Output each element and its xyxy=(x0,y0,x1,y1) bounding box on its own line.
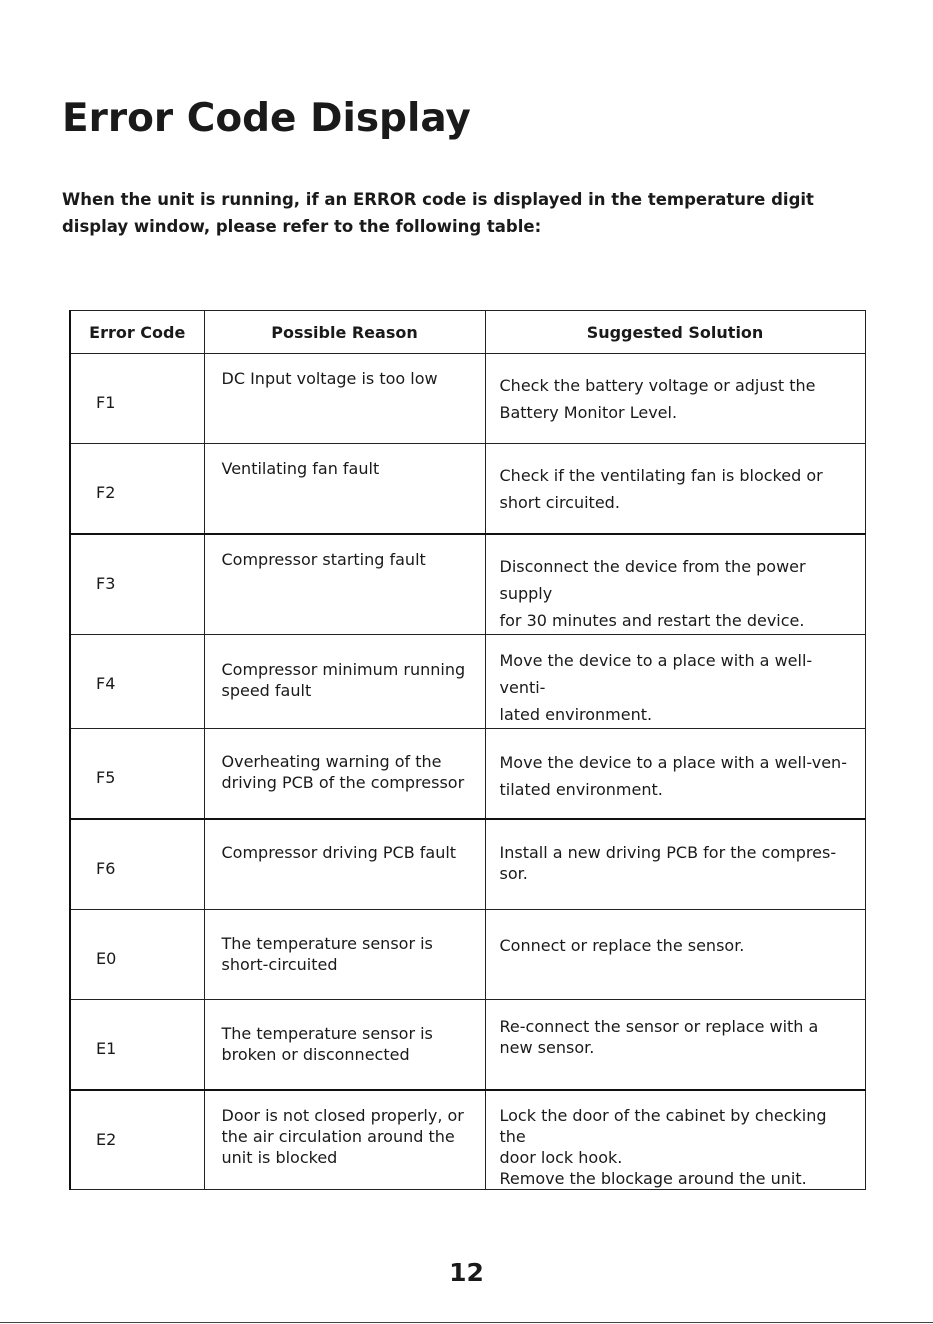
error-code: E0 xyxy=(96,949,117,968)
table-row xyxy=(70,354,865,444)
table-row xyxy=(70,534,865,635)
table-row xyxy=(70,444,865,535)
error-code: F4 xyxy=(96,674,116,693)
suggested-solution: Lock the door of the cabinet by checking the door lock hook. Remove the blockage around the unit. xyxy=(499,1106,827,1188)
possible-reason: The temperature sensor is short-circuited xyxy=(221,934,433,974)
possible-reason: Compressor driving PCB fault xyxy=(221,843,457,862)
suggested-solution: Re-connect the sensor or replace with a new sensor. xyxy=(499,1017,819,1057)
suggested-solution: Disconnect the device from the power supply for 30 minutes and restart the device. xyxy=(499,557,806,630)
error-code: F6 xyxy=(96,859,116,878)
error-code-table xyxy=(69,310,866,1190)
bottom-divider xyxy=(0,1322,933,1323)
possible-reason: DC Input voltage is too low xyxy=(221,369,438,388)
table-row xyxy=(70,1000,865,1091)
suggested-solution: Install a new driving PCB for the compres- sor. xyxy=(499,843,837,883)
error-code: F2 xyxy=(96,483,116,502)
error-code: F5 xyxy=(96,768,116,787)
page-title: Error Code Display xyxy=(62,96,471,141)
table-row xyxy=(70,635,865,729)
suggested-solution: Move the device to a place with a well-venti- lated environment. xyxy=(499,651,813,724)
possible-reason: The temperature sensor is broken or disconnected xyxy=(221,1024,433,1064)
possible-reason: Compressor starting fault xyxy=(221,550,426,569)
header-possible-reason: Possible Reason xyxy=(204,311,485,354)
suggested-solution: Move the device to a place with a well-ven- tilated environment. xyxy=(499,753,847,799)
intro-text: When the unit is running, if an ERROR code is displayed in the temperature digit display window, please refer to the following table: xyxy=(62,190,814,236)
error-code: E1 xyxy=(96,1039,117,1058)
table-row xyxy=(70,910,865,1000)
table-row xyxy=(70,819,865,910)
error-code: F1 xyxy=(96,393,116,412)
possible-reason: Door is not closed properly, or the air circulation around the unit is blocked xyxy=(221,1106,464,1167)
possible-reason: Compressor minimum running speed fault xyxy=(221,660,466,700)
possible-reason: Ventilating fan fault xyxy=(221,459,380,478)
table-row xyxy=(70,729,865,820)
header-error-code: Error Code xyxy=(70,311,204,354)
error-code: E2 xyxy=(96,1130,117,1149)
header-suggested-solution: Suggested Solution xyxy=(485,311,865,354)
suggested-solution: Connect or replace the sensor. xyxy=(499,936,745,955)
suggested-solution: Check the battery voltage or adjust the Battery Monitor Level. xyxy=(499,376,816,422)
error-code: F3 xyxy=(96,574,116,593)
table-row xyxy=(70,1090,865,1190)
suggested-solution: Check if the ventilating fan is blocked or short circuited. xyxy=(499,466,823,512)
possible-reason: Overheating warning of the driving PCB of the compressor xyxy=(221,752,465,792)
page-number: 12 xyxy=(449,1258,484,1287)
table-header-row xyxy=(70,311,865,354)
